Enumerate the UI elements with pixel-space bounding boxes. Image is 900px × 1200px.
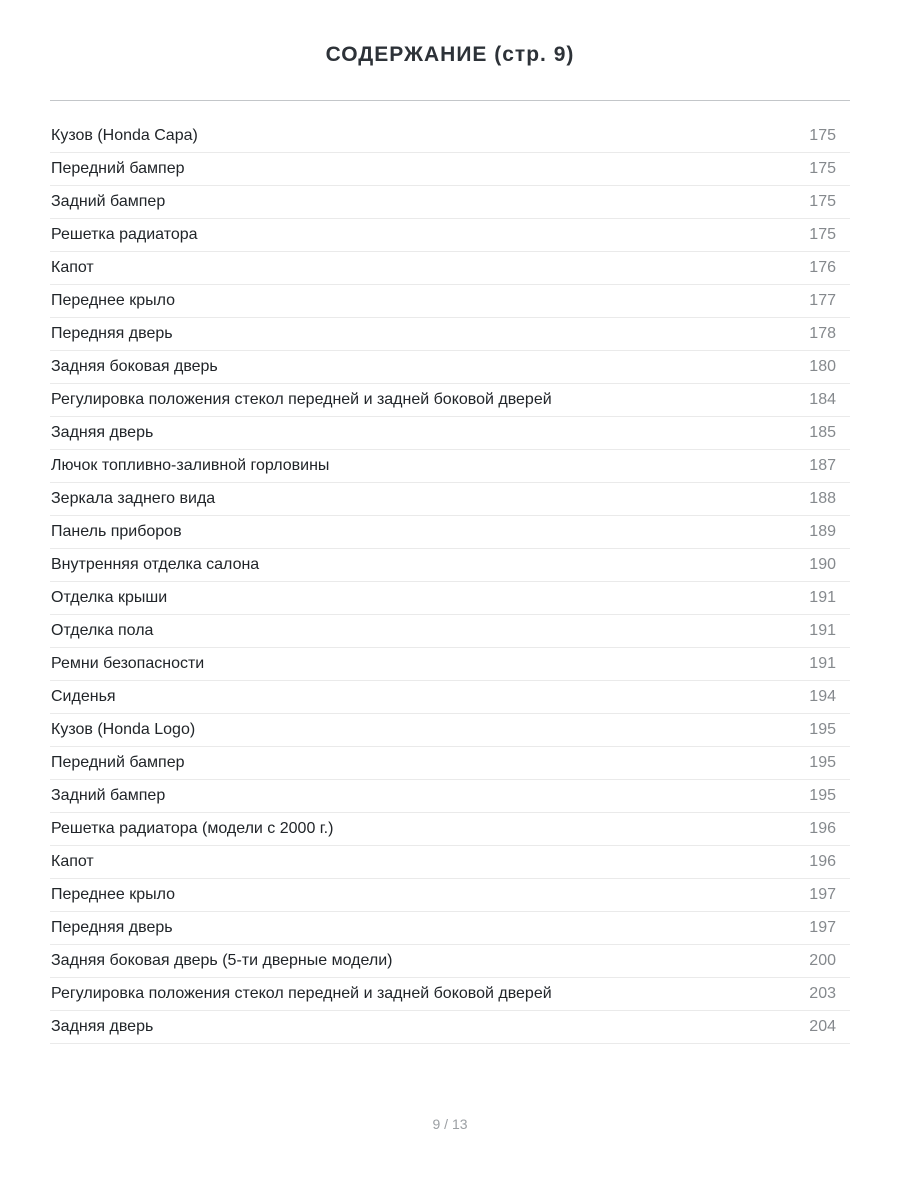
toc-row[interactable] [50, 516, 850, 549]
toc-row[interactable] [50, 1011, 850, 1044]
page-indicator: 9 / 13 [432, 1116, 468, 1132]
toc-row[interactable] [50, 681, 850, 714]
toc-entry-label: Задний бампер [51, 787, 166, 804]
toc-entry-page: 176 [809, 259, 836, 276]
toc-entry-page: 184 [809, 391, 836, 408]
toc-entry-page: 200 [809, 952, 836, 969]
toc-row[interactable] [50, 714, 850, 747]
toc-entry-label: Переднее крыло [51, 292, 176, 309]
toc-entry-page: 195 [809, 787, 836, 804]
toc-row[interactable] [50, 978, 850, 1011]
toc-entry-label: Задняя боковая дверь [51, 358, 218, 375]
toc-row[interactable] [50, 813, 850, 846]
toc-entry-label: Отделка пола [51, 622, 154, 639]
toc-entry-page: 196 [809, 853, 836, 870]
toc-entry-label: Отделка крыши [51, 589, 168, 606]
toc-row[interactable] [50, 120, 850, 153]
toc-entry-page: 180 [809, 358, 836, 375]
toc-entry-page: 175 [809, 160, 836, 177]
toc-row[interactable] [50, 615, 850, 648]
toc-entry-label: Решетка радиатора (модели с 2000 г.) [51, 820, 334, 837]
toc-row[interactable] [50, 153, 850, 186]
toc-entry-page: 177 [809, 292, 836, 309]
toc-entry-label: Передняя дверь [51, 919, 173, 936]
toc-row[interactable] [50, 582, 850, 615]
toc-entry-label: Задний бампер [51, 193, 166, 210]
toc-entry-label: Задняя дверь [51, 424, 154, 441]
toc-entry-label: Задняя боковая дверь (5-ти дверные модели) [51, 952, 393, 969]
toc-row[interactable] [50, 285, 850, 318]
toc-row[interactable] [50, 417, 850, 450]
toc-entry-label: Внутренняя отделка салона [51, 556, 260, 573]
toc-entry-page: 197 [809, 919, 836, 936]
toc-entry-label: Зеркала заднего вида [51, 490, 216, 507]
toc-entry-label: Передний бампер [51, 754, 185, 771]
header-divider [50, 100, 850, 101]
toc-entry-page: 191 [809, 622, 836, 639]
toc-entry-label: Передний бампер [51, 160, 185, 177]
toc-row[interactable] [50, 483, 850, 516]
toc-entry-page: 189 [809, 523, 836, 540]
toc-row[interactable] [50, 351, 850, 384]
toc-row[interactable] [50, 648, 850, 681]
toc-entry-label: Капот [51, 853, 94, 870]
toc-row[interactable] [50, 879, 850, 912]
toc-row[interactable] [50, 384, 850, 417]
toc-entry-page: 191 [809, 655, 836, 672]
toc-entry-label: Панель приборов [51, 523, 182, 540]
toc-entry-label: Ремни безопасности [51, 655, 205, 672]
toc-entry-page: 178 [809, 325, 836, 342]
toc-row[interactable] [50, 747, 850, 780]
toc-row[interactable] [50, 549, 850, 582]
toc-row[interactable] [50, 450, 850, 483]
toc-entry-label: Сиденья [51, 688, 116, 705]
toc-entry-page: 204 [809, 1018, 836, 1035]
toc-entry-page: 188 [809, 490, 836, 507]
toc-row[interactable] [50, 945, 850, 978]
toc-row[interactable] [50, 318, 850, 351]
toc-entry-label: Переднее крыло [51, 886, 176, 903]
toc-entry-page: 195 [809, 721, 836, 738]
toc-entry-page: 191 [809, 589, 836, 606]
toc-entry-label: Кузов (Honda Logo) [51, 721, 196, 738]
toc-row[interactable] [50, 846, 850, 879]
toc-entry-label: Передняя дверь [51, 325, 173, 342]
toc-entry-page: 203 [809, 985, 836, 1002]
toc-entry-label: Регулировка положения стекол передней и задней боковой дверей [51, 985, 552, 1002]
toc-row[interactable] [50, 780, 850, 813]
toc-entry-page: 195 [809, 754, 836, 771]
toc-entry-label: Регулировка положения стекол передней и задней боковой дверей [51, 391, 552, 408]
toc-entry-page: 196 [809, 820, 836, 837]
toc-row[interactable] [50, 912, 850, 945]
toc-entry-page: 197 [809, 886, 836, 903]
toc-entry-page: 175 [809, 127, 836, 144]
toc-entry-page: 187 [809, 457, 836, 474]
toc-page [50, 0, 850, 1134]
toc-entry-page: 175 [809, 226, 836, 243]
page-title: СОДЕРЖАНИЕ (стр. 9) [325, 43, 575, 66]
toc-entry-page: 175 [809, 193, 836, 210]
toc-entry-page: 190 [809, 556, 836, 573]
toc-entry-page: 194 [809, 688, 836, 705]
toc-entry-label: Кузов (Honda Capa) [51, 127, 198, 144]
toc-entry-label: Лючок топливно-заливной горловины [51, 457, 330, 474]
toc-entry-label: Решетка радиатора [51, 226, 198, 243]
toc-entry-label: Капот [51, 259, 94, 276]
toc-row[interactable] [50, 252, 850, 285]
toc-list [50, 120, 850, 1044]
toc-entry-page: 185 [809, 424, 836, 441]
toc-row[interactable] [50, 186, 850, 219]
toc-row[interactable] [50, 219, 850, 252]
toc-entry-label: Задняя дверь [51, 1018, 154, 1035]
